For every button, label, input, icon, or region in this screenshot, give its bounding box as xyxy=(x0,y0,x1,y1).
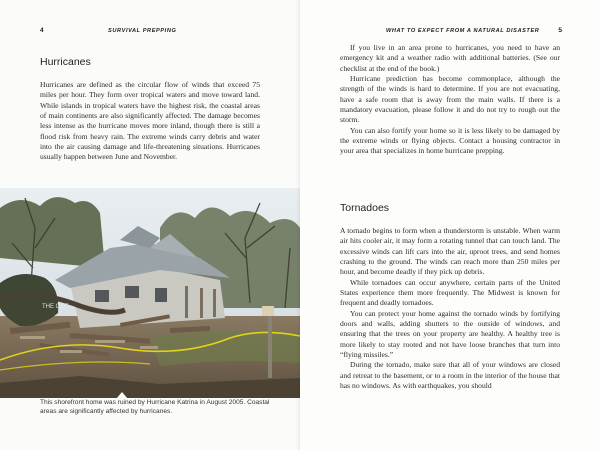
paragraph: You can also fortify your home so it is less likely to be damaged by the extreme winds or flying objects. Contact a housing contractor in your area that specializes in home hurricane prepping. xyxy=(340,125,560,156)
paragraph: A tornado begins to form when a thunderstorm is unstable. When warm air hits cooler air, it may form a rotating tunnel that can touch land. The excessive winds can lift cars into the air, uproot trees, and send homes crashing to the ground. The winds can reach more than 250 miles per hour, and become deadly if they pick up debris. xyxy=(340,226,560,277)
page-number: 5 xyxy=(558,27,562,34)
hurricanes-body xyxy=(40,80,260,163)
paragraph: If you live in an area prone to hurricanes, you need to have an emergency kit and a weather radio with additional batteries. (See our checklist at the end of the book.) xyxy=(340,43,560,73)
tornadoes-body xyxy=(340,226,560,392)
photo-caption: This shorefront home was ruined by Hurricane Katrina in August 2005. Coastal areas are significantly affected by hurricanes. xyxy=(40,399,270,415)
paragraph: While tornadoes can occur anywhere, certain parts of the United States experience them more frequently. The Midwest is known for frequent and deadly tornadoes. xyxy=(340,277,560,308)
paragraph: Hurricane prediction has become commonplace, although the strength of the winds is hard to determine. If you are not evacuating, have a safe room that is away from the main walls. If there is a mandatory evacuation, please follow it and do not try to rough out the storm. xyxy=(340,74,560,125)
section-heading-tornadoes: Tornadoes xyxy=(340,202,390,214)
graffiti-text: THE OUT xyxy=(42,304,69,310)
running-head: SURVIVAL PREPPING xyxy=(108,28,177,34)
hurricane-damage-photo xyxy=(0,188,300,398)
hurricane-advice-body xyxy=(340,43,560,157)
paragraph: You can protect your home against the tornado winds by fortifying doors and walls, adding shutters to the outside of windows, and ensuring that the trees on your property are healthy. A healthy tree is more likely to stay rooted and not have loose branches that turn into “flying missiles.” xyxy=(340,308,560,360)
running-head: WHAT TO EXPECT FROM A NATURAL DISASTER xyxy=(386,28,540,34)
paragraph: During the tornado, make sure that all of your windows are closed and retreat to the basement, or to a room in the interior of the house that has no windows. As with earthquakes, you should xyxy=(340,360,560,391)
page-number: 4 xyxy=(40,27,44,34)
right-page xyxy=(300,0,600,450)
photo-illustration xyxy=(0,188,300,398)
paragraph: Hurricanes are defined as the circular flow of winds that exceed 75 miles per hour. They form over tropical waters and move toward land. While islands in tropical waters have the highest risk, the coastal areas of main continents are also significantly affected. The damage becomes less intense as the hurricane moves more inland, though there is still a flood risk from heavy rain. The extreme winds carry debris and water into the air causing damage and life-threatening situations. Hurricanes usually happen between June and November. xyxy=(40,80,260,162)
section-heading-hurricanes: Hurricanes xyxy=(40,56,91,68)
